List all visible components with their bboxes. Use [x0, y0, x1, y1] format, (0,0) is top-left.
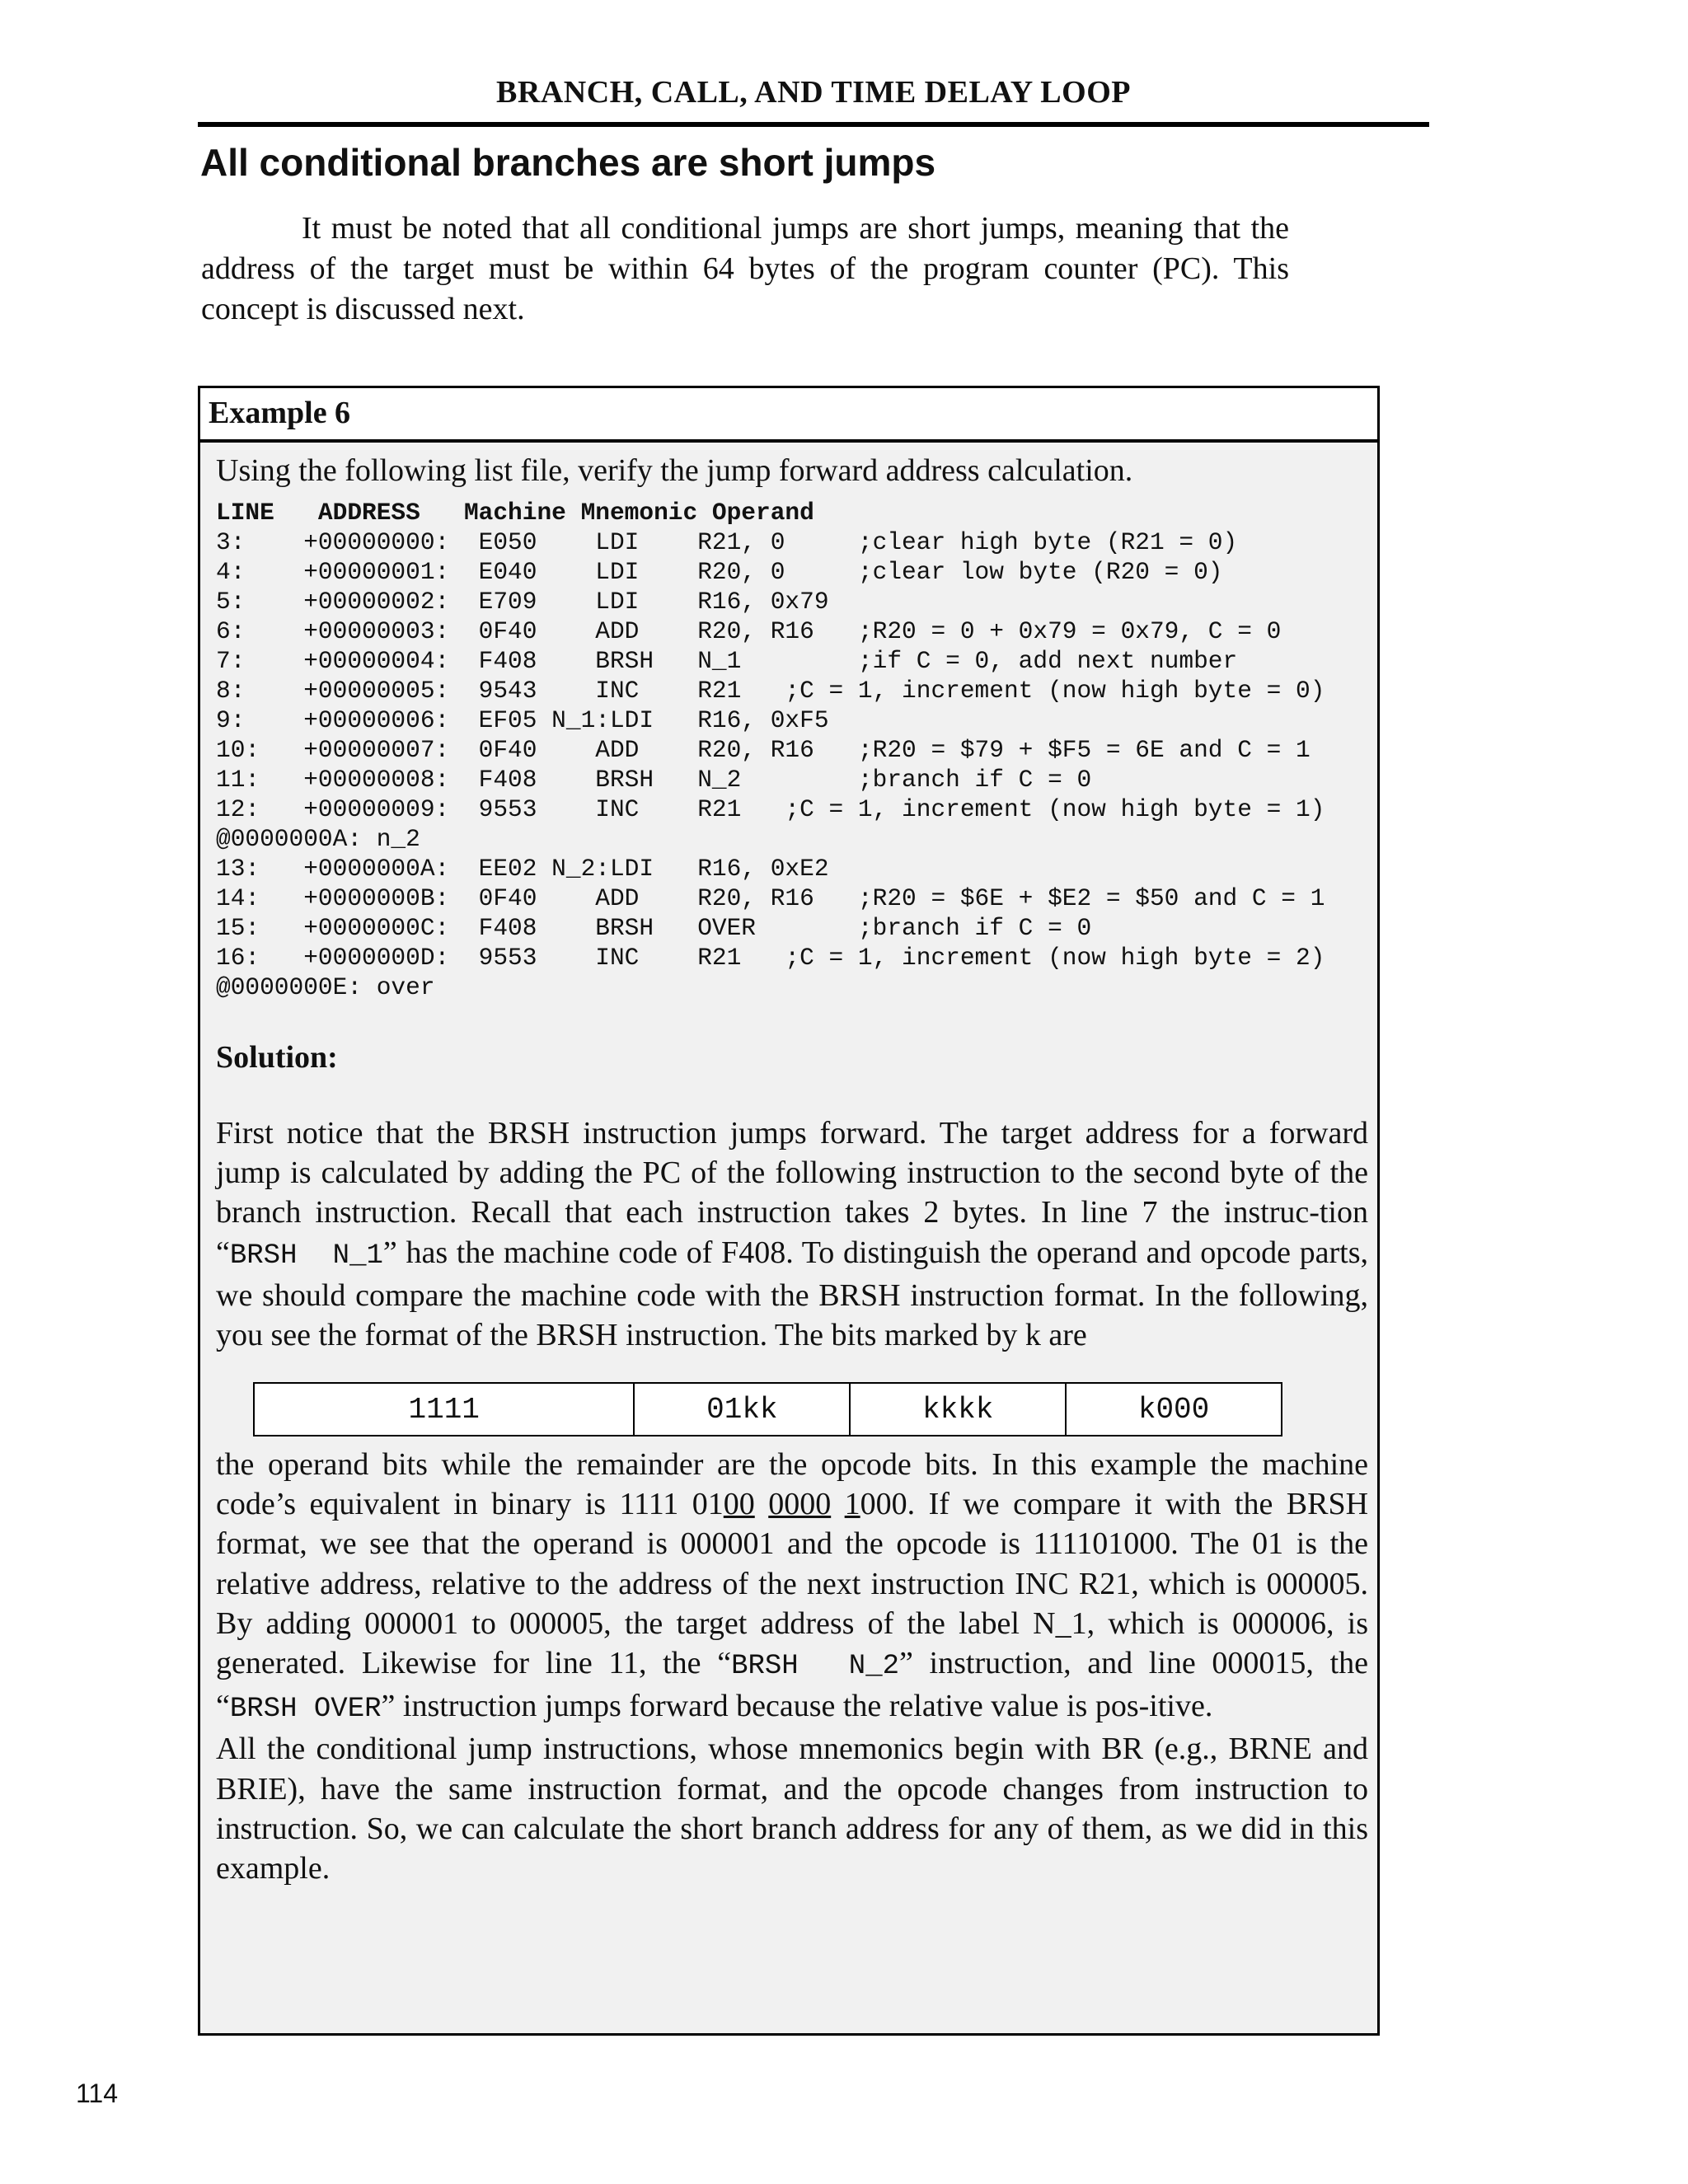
section-heading: All conditional branches are short jumps	[200, 141, 936, 184]
text-run: the operand bits while the remainder are the opcode bits. In this example the machine code’s equivalent in binary is 1111 01	[216, 1447, 1368, 1522]
listing-line: 16: +0000000D: 9553 INC R21 ;C = 1, increment (now high byte = 2)	[216, 944, 1325, 972]
listing-line: @0000000A: n_2	[216, 825, 420, 853]
example-box	[198, 386, 1380, 2036]
text-run: ” instruction jumps forward because the relative value is pos-itive.	[381, 1689, 1213, 1724]
underlined-bits: 00	[723, 1487, 755, 1522]
solution-label: Solution:	[216, 1040, 338, 1075]
listing-line: @0000000E: over	[216, 973, 435, 1001]
inline-code: BRSH N_2	[731, 1651, 900, 1683]
example-title: Example 6	[209, 396, 351, 430]
listing-line: 6: +00000003: 0F40 ADD R20, R16 ;R20 = 0 + 0x79 = 0x79, C = 0	[216, 617, 1282, 645]
example-title-bar	[200, 388, 1377, 443]
format-field-2: 01kk	[634, 1383, 850, 1436]
inline-code: BRSH N_1	[229, 1240, 383, 1272]
page-number: 114	[76, 2079, 119, 2108]
listing-line: 5: +00000002: E709 LDI R16, 0x79	[216, 588, 829, 616]
header-rule	[198, 122, 1429, 127]
listing-line: 14: +0000000B: 0F40 ADD R20, R16 ;R20 = $6E + $E2 = $50 and C = 1	[216, 884, 1325, 912]
format-field-4: k000	[1066, 1383, 1282, 1436]
text-run: ” has the machine code of F408. To distinguish the operand and opcode parts, we should compare the machine code with the BRSH instruction format. In the following, you see the format of the BRSH instruction. The bits marked by k are	[216, 1235, 1368, 1353]
format-field-opcode-high: 1111	[254, 1383, 634, 1436]
solution-paragraph-2	[216, 1445, 1368, 1888]
listing-line: 7: +00000004: F408 BRSH N_1 ;if C = 0, add next number	[216, 647, 1238, 675]
inline-code: BRSH OVER	[229, 1694, 382, 1726]
solution-paragraph-1	[216, 1113, 1368, 1355]
text-run	[831, 1487, 844, 1521]
example-task: Using the following list file, verify the jump forward address calculation.	[216, 453, 1133, 488]
listing-line: 13: +0000000A: EE02 N_2:LDI R16, 0xE2	[216, 855, 829, 883]
listing-line: 11: +00000008: F408 BRSH N_2 ;branch if C = 0	[216, 766, 1092, 794]
listing-line: 8: +00000005: 9543 INC R21 ;C = 1, increment (now high byte = 0)	[216, 677, 1325, 705]
underlined-bits: 1	[844, 1487, 860, 1522]
brsh-format-table	[253, 1382, 1282, 1436]
list-file	[216, 498, 1325, 1002]
running-head: BRANCH, CALL, AND TIME DELAY LOOP	[496, 75, 1131, 110]
text-run	[755, 1487, 768, 1521]
text-run: 000. If we compare it with the BRSH format, we see that the operand is 000001 and the opcode is 111101000. The 01 is the relative address, relative to the address of the next instruction INC R21, which is 000005. By adding 000001 to 000005, the target address of the label N_1, which is 000006, is generated. Likewise for line 11, the “	[216, 1487, 1369, 1681]
text-run: ” instruction, and line 000015, the “	[216, 1646, 1368, 1724]
listing-header: LINE ADDRESS Machine Mnemonic Operand	[216, 499, 814, 527]
listing-line: 10: +00000007: 0F40 ADD R20, R16 ;R20 = $79 + $F5 = 6E and C = 1	[216, 736, 1311, 764]
listing-line: 3: +00000000: E050 LDI R21, 0 ;clear high byte (R21 = 0)	[216, 528, 1238, 556]
underlined-bits: 0000	[768, 1487, 832, 1522]
intro-paragraph: It must be noted that all conditional jumps are short jumps, meaning that the address of the target must be within 64 bytes of the program counter (PC). This concept is discussed next.	[201, 211, 1289, 326]
solution-paragraph-3: All the conditional jump instructions, whose mnemonics begin with BR (e.g., BRNE and BRIE), have the same instruction format, and the opcode changes from instruction to instruction. So, we can calculate the short branch address for any of them, as we did in this example.	[216, 1732, 1368, 1886]
text-run: First notice that the BRSH instruction jumps forward. The target address for a forward jump is calculated by adding the PC of the following instruction to the second byte of the branch instruction. Recall that each instruction takes 2 bytes. In line 7 the instruc-tion “	[216, 1116, 1368, 1270]
listing-line: 12: +00000009: 9553 INC R21 ;C = 1, increment (now high byte = 1)	[216, 795, 1325, 823]
format-field-3: kkkk	[850, 1383, 1066, 1436]
listing-line: 9: +00000006: EF05 N_1:LDI R16, 0xF5	[216, 706, 829, 734]
listing-line: 4: +00000001: E040 LDI R20, 0 ;clear low byte (R20 = 0)	[216, 558, 1223, 586]
listing-line: 15: +0000000C: F408 BRSH OVER ;branch if C = 0	[216, 914, 1092, 942]
